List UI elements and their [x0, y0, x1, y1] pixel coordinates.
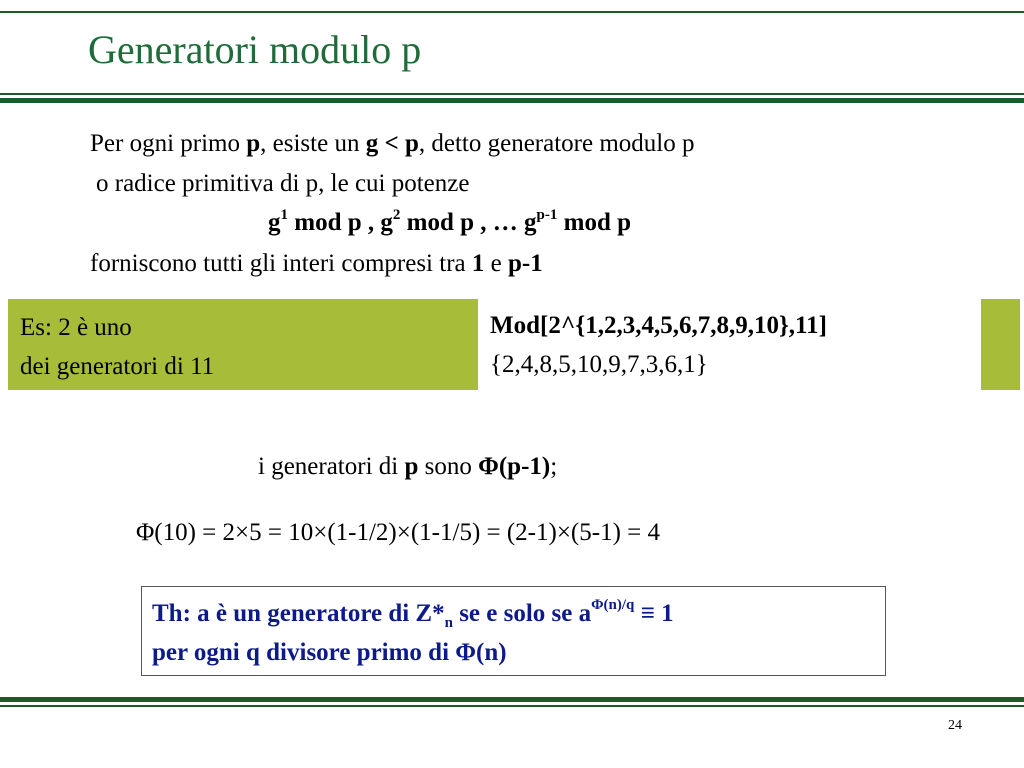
example-label-box [8, 299, 478, 390]
theorem-line-2: per ogni q divisore primo di Φ(n) [152, 639, 507, 666]
intro-line-1: Per ogni primo p, esiste un g < p, detto generatore modulo p [90, 130, 695, 157]
example-right-accent [981, 299, 1020, 390]
example-label-line-2: dei generatori di 11 [20, 353, 215, 380]
theorem-box [141, 586, 886, 676]
footer-rule [0, 697, 1024, 707]
slide-title: Generatori modulo p [88, 27, 422, 72]
page-number: 24 [948, 718, 962, 733]
mathematica-command: Mod[2^{1,2,3,4,5,6,7,8,9,10},11] [490, 312, 827, 339]
mathematica-result: {2,4,8,5,10,9,7,3,6,1} [490, 351, 708, 378]
intro-line-4: forniscono tutti gli interi compresi tra 1 e p-1 [90, 250, 543, 277]
title-underline-rule [0, 93, 1024, 103]
theorem-line-1: Th: a è un generatore di $Z*_n$ se e solo se $a^{\Phi(n)/q} \equiv 1$ [152, 597, 674, 631]
powers-line: $g^1$ mod p , $g^2$ mod p , … $g^{p-1}$ mod p [268, 207, 632, 236]
phi-example-line: Φ(10) = 2×5 = 10×(1-1/2)×(1-1/5) = (2-1)×(5-1) = 4 [136, 519, 661, 546]
top-border-rule [0, 11, 1024, 13]
intro-line-2: o radice primitiva di p, le cui potenze [96, 170, 470, 197]
example-label-line-1: Es: 2 è uno [20, 314, 132, 341]
example-code-box [478, 299, 981, 390]
generators-count-line: i generatori di p sono Φ(p-1); [258, 453, 558, 480]
